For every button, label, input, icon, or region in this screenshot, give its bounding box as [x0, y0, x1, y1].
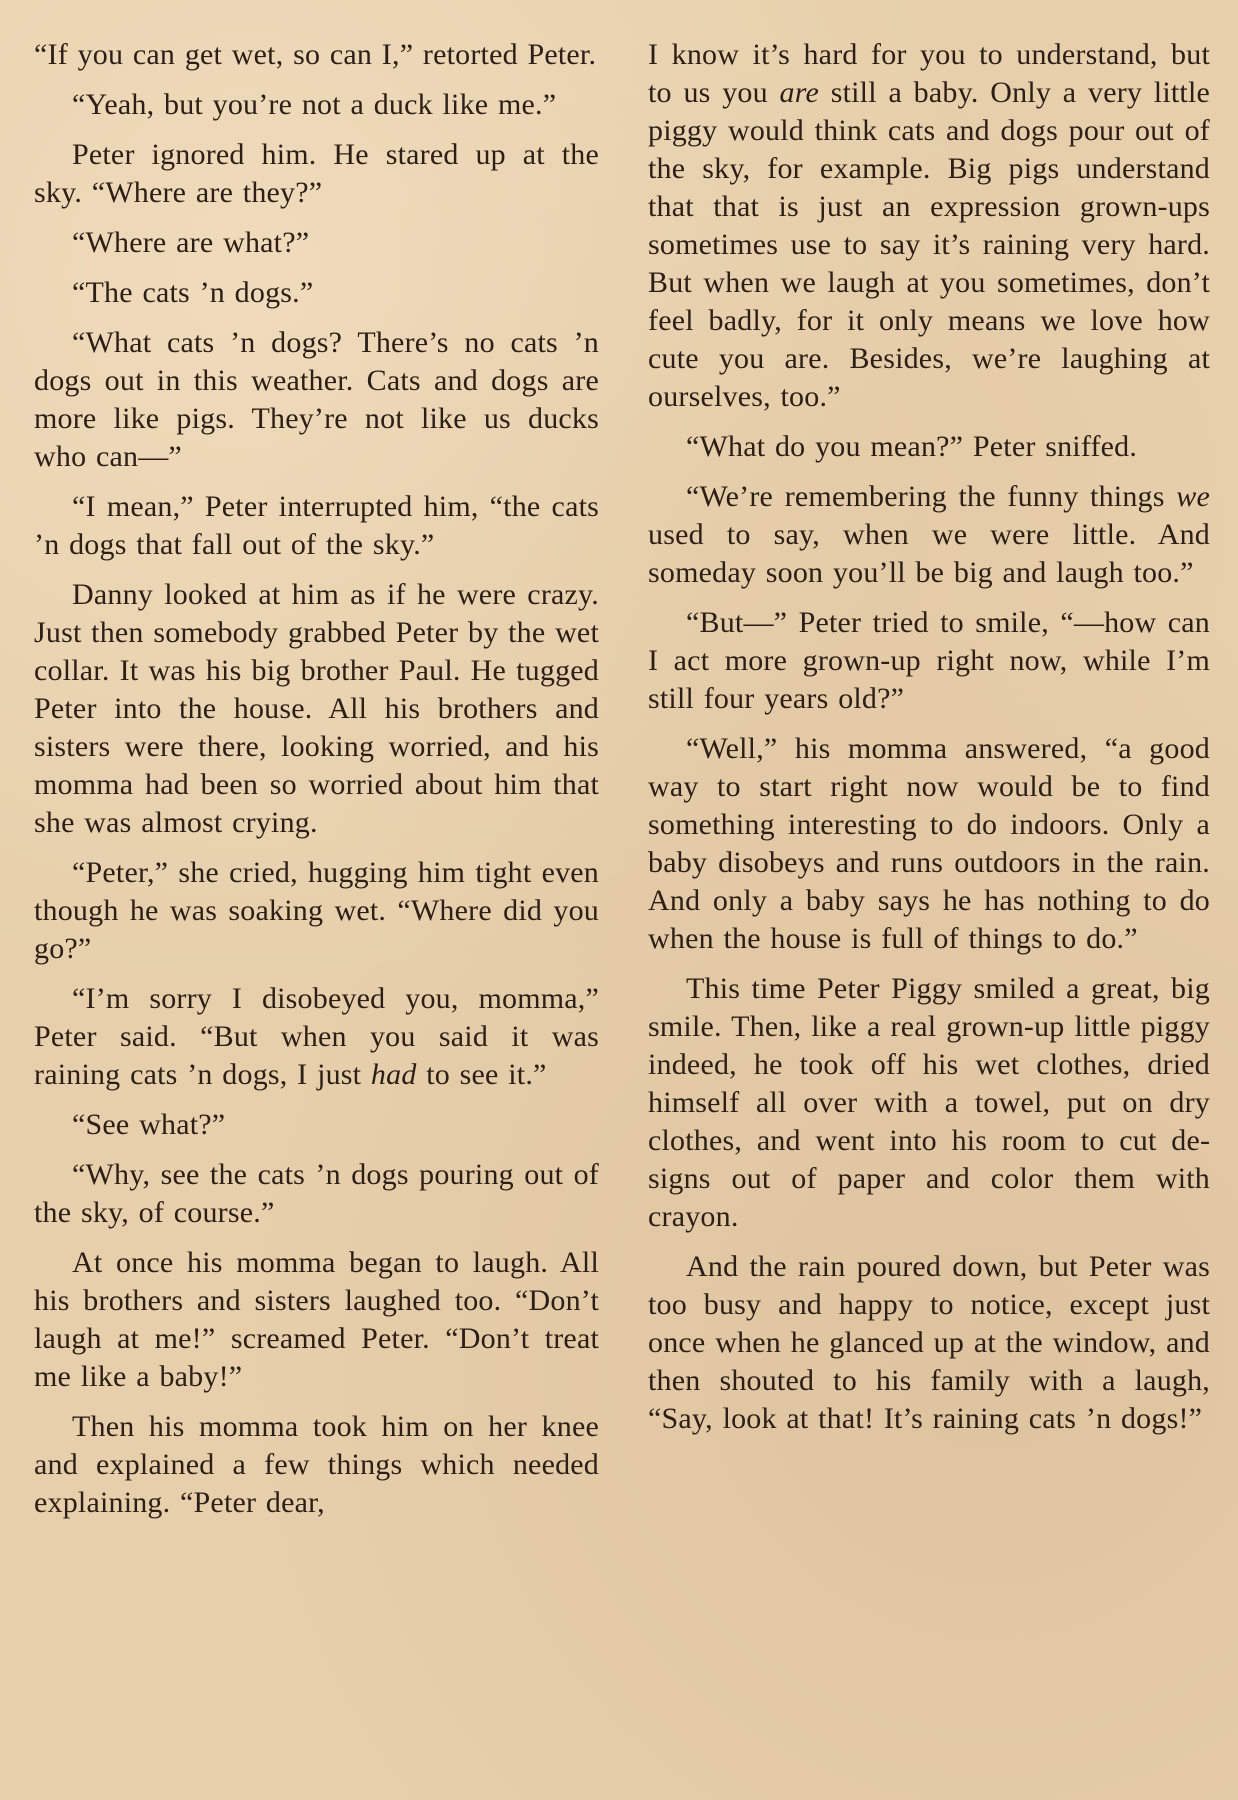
- story-paragraph: [34, 324, 609, 476]
- paragraph-text: “Why, see the cats ’n dogs pouring out of the sky, of course.”: [34, 1158, 609, 1229]
- paragraph-text: I know it’s hard for you to understand, but to us you: [648, 38, 1220, 109]
- story-paragraph: [648, 36, 1220, 416]
- paragraph-text: At once his momma began to laugh. All his brothers and sisters laughed too. “Don’t laugh at me!” screamed Peter. “Don’t treat me like a baby!”: [34, 1246, 609, 1393]
- story-paragraph: [34, 136, 609, 212]
- story-paragraph: [34, 854, 609, 968]
- story-paragraph: [648, 604, 1220, 718]
- story-paragraph: [648, 1248, 1220, 1438]
- right-column: [648, 36, 1220, 1450]
- story-paragraph: [34, 224, 599, 262]
- paragraph-text: “See what?”: [72, 1108, 226, 1141]
- story-paragraph: [648, 478, 1220, 592]
- paragraph-text: Danny looked at him as if he were crazy. Just then somebody grabbed Peter by the wet collar. It was his big brother Paul. He tugged Peter into the house. All his brothers and sisters were there, looking worried, and his momma had been so worried about him that she was almost crying.: [34, 578, 609, 839]
- paragraph-text: “Peter,” she cried, hugging him tight even though he was soaking wet. “Where did you go?”: [34, 856, 609, 965]
- story-paragraph: [34, 86, 599, 124]
- paragraph-text: “We’re remembering the funny things: [686, 480, 1177, 513]
- paragraph-text: “Where are what?”: [72, 226, 310, 259]
- paragraph-text: still a baby. Only a very little piggy would think cats and dogs pour out of the sky, for example. Big pigs understand that that is just an expression grown-ups sometimes use to say it’s raining very hard. But when we laugh at you sometimes, don’t feel badly, for it only means we love how cute you are. Besides, we’re laughing at ourselves, too.”: [648, 76, 1220, 413]
- emphasized-text: we: [1176, 480, 1210, 513]
- paragraph-text: Peter ignored him. He stared up at the sky. “Where are they?”: [34, 138, 609, 209]
- emphasized-text: had: [370, 1058, 417, 1091]
- story-paragraph: [34, 1106, 599, 1144]
- paragraph-text: This time Peter Piggy smiled a great, big smile. Then, like a real grown-up little piggy indeed, he took off his wet clothes, dried himself all over with a towel, put on dry clothes, and went into his room to cut designs out of paper and color them with crayon.: [648, 972, 1220, 1233]
- emphasized-text: are: [779, 76, 820, 109]
- left-column: [34, 36, 609, 1534]
- paragraph-text: to see it.”: [416, 1058, 547, 1091]
- paragraph-text: used to say, when we were little. And someday soon you’ll be big and laugh too.”: [648, 480, 1220, 589]
- story-paragraph: [34, 488, 609, 564]
- paragraph-text: “I’m sorry I disobeyed you, momma,” Peter said. “But when you said it was raining cats ’n dogs, I just: [34, 982, 609, 1091]
- story-paragraph: [34, 980, 609, 1094]
- story-paragraph: [34, 274, 599, 312]
- story-paragraph: [648, 730, 1220, 958]
- paragraph-text: “The cats ’n dogs.”: [72, 276, 314, 309]
- story-paragraph: [34, 36, 599, 74]
- paragraph-text: “Yeah, but you’re not a duck like me.”: [72, 88, 557, 121]
- story-paragraph: [648, 428, 1210, 466]
- paragraph-text: “What cats ’n dogs? There’s no cats ’n dogs out in this weather. Cats and dogs are more like pigs. They’re not like us ducks who can—”: [34, 326, 609, 473]
- paragraph-text: “I mean,” Peter interrupted him, “the cats ’n dogs that fall out of the sky.”: [34, 490, 609, 561]
- story-paragraph: [648, 970, 1220, 1236]
- paragraph-text: “What do you mean?” Peter sniffed.: [686, 430, 1138, 463]
- paragraph-text: “Well,” his momma answered, “a good way to start right now would be to find something interesting to do indoors. Only a baby disobeys and runs outdoors in the rain. And only a baby says he has nothing to do when the house is full of things to do.”: [648, 732, 1220, 955]
- paragraph-text: And the rain poured down, but Peter was too busy and happy to notice, except just once when he glanced up at the window, and then shouted to his family with a laugh, “Say, look at that! It’s raining cats ’n dogs!”: [648, 1250, 1220, 1435]
- story-paragraph: [34, 1156, 609, 1232]
- story-paragraph: [34, 576, 609, 842]
- story-paragraph: [34, 1408, 609, 1522]
- paragraph-text: “If you can get wet, so can I,” retorted Peter.: [34, 38, 597, 71]
- paragraph-text: “But—” Peter tried to smile, “—how can I act more grown-up right now, while I’m still four years old?”: [648, 606, 1220, 715]
- story-paragraph: [34, 1244, 609, 1396]
- paragraph-text: Then his momma took him on her knee and explained a few things which needed explaining. “Peter dear,: [34, 1410, 609, 1519]
